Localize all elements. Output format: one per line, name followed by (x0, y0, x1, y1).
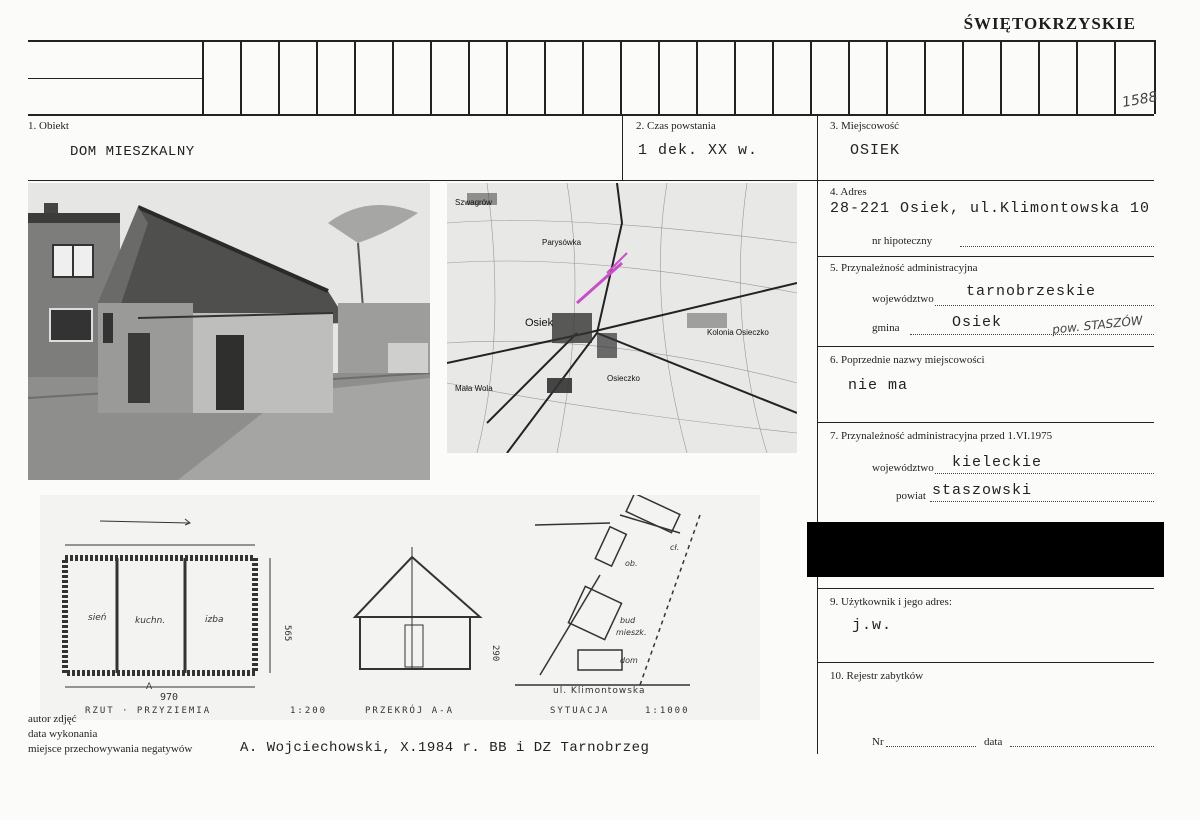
field-4-label: 4. Adres (830, 186, 867, 198)
footer-autor-label: autor zdjęć (28, 713, 77, 725)
map-label-szwagrow: Szwagrów (455, 198, 492, 207)
grid-cell-divider (772, 40, 774, 114)
grid-cell-divider (506, 40, 508, 114)
field-3-label: 3. Miejscowość (830, 120, 900, 132)
field-7-wojewodztwo-line (935, 473, 1154, 474)
grid-cell-divider (468, 40, 470, 114)
grid-cell-divider (620, 40, 622, 114)
field8-bottom (817, 588, 1154, 589)
site-scale: 1:1000 (645, 706, 690, 716)
plan-room-kuchnia: kuchn. (135, 616, 166, 626)
footer-data-label: data wykonania (28, 728, 98, 740)
field-5-wojewodztwo-label: województwo (872, 293, 934, 305)
field-7-powiat-value: staszowski (932, 482, 1033, 499)
grid-cell-divider (924, 40, 926, 114)
field4-bottom (817, 256, 1154, 257)
drawings-svg (40, 495, 760, 720)
field-10-data-label: data (984, 736, 1003, 748)
redaction-bar (807, 522, 1164, 577)
map-label-osieczko: Osieczko (607, 374, 640, 383)
field-7-wojewodztwo-label: województwo (872, 462, 934, 474)
grid-cell-divider (734, 40, 736, 114)
grid-cell-divider (240, 40, 242, 114)
hipoteczny-line (960, 246, 1154, 247)
map-label-parysowka: Parysówka (542, 238, 582, 247)
field-4-value: 28-221 Osiek, ul.Klimontowska 10 (830, 200, 1151, 217)
region-title: ŚWIĘTOKRZYSKIE (963, 14, 1136, 33)
grid-cell-divider (658, 40, 660, 114)
plan-room-izba: izba (205, 615, 224, 625)
site-label-bud: bud (620, 616, 636, 625)
plan-caption: RZUT · PRZYZIEMIA (85, 706, 212, 716)
row1-bottom-line (28, 180, 1154, 181)
map-label-mala-wola: Mała Wola (455, 384, 493, 393)
grid-cell-divider (202, 40, 204, 114)
grid-cell-divider (848, 40, 850, 114)
plan-dim-height: 565 (282, 625, 292, 642)
grid-cell-divider (544, 40, 546, 114)
grid-bottom-line (28, 114, 1154, 116)
grid-cell-divider (582, 40, 584, 114)
divider-1-2 (622, 114, 623, 181)
field-9-label: 9. Użytkownik i jego adres: (830, 596, 952, 608)
field-3-value: OSIEK (850, 142, 901, 159)
field-6-label: 6. Poprzednie nazwy miejscowości (830, 354, 985, 366)
grid-cell-divider (696, 40, 698, 114)
grid-cell-divider (886, 40, 888, 114)
field-10-nr-line (886, 746, 976, 747)
house-photo (28, 183, 430, 480)
map-label-kolonia: Kolonia Osieczko (707, 328, 769, 337)
grid-cell-divider (316, 40, 318, 114)
architectural-drawings (40, 495, 760, 720)
field-5-gmina-label: gmina (872, 322, 900, 334)
plan-scale: 1:200 (290, 706, 328, 716)
divider-2-3 (817, 114, 818, 754)
field-10-label: 10. Rejestr zabytków (830, 670, 924, 682)
grid-cell-divider (392, 40, 394, 114)
field-6-value: nie ma (848, 377, 909, 394)
field-2-label: 2. Czas powstania (636, 120, 716, 132)
field-5-label: 5. Przynależność administracyjna (830, 262, 978, 274)
field-5-wojewodztwo-line (935, 305, 1154, 306)
grid-cell-divider (1000, 40, 1002, 114)
grid-left-midline (28, 78, 202, 79)
section-dim: 290 (490, 645, 500, 662)
field-1-label: 1. Obiekt (28, 120, 69, 132)
field-7-powiat-label: powiat (896, 490, 926, 502)
footer-value: A. Wojciechowski, X.1984 r. BB i DZ Tarnobrzeg (240, 740, 650, 756)
grid-cell-divider (354, 40, 356, 114)
footer-miejsce-label: miejsce przechowywania negatywów (28, 743, 193, 755)
field-7-powiat-line (930, 501, 1154, 502)
plan-dim-width: 970 (160, 692, 179, 703)
field-5-gmina-line (910, 334, 1154, 335)
site-label-dom: dom (620, 656, 638, 665)
field-5-gmina-note: pow. STASZÓW (1051, 313, 1144, 337)
section-caption: PRZEKRÓJ A-A (365, 706, 455, 716)
field-7-label: 7. Przynależność administracyjna przed 1.VI.1975 (830, 430, 1053, 442)
grid-cell-divider (810, 40, 812, 114)
site-caption: SYTUACJA (550, 706, 610, 716)
plan-marker: A (146, 682, 153, 692)
field-1-value: DOM MIESZKALNY (70, 144, 195, 160)
map-label-osiek: Osiek (525, 317, 554, 329)
field9-bottom (817, 662, 1154, 663)
site-label-ob: ob. (625, 559, 638, 568)
field6-bottom (817, 422, 1154, 423)
field-10-nr-label: Nr (872, 736, 884, 748)
field-10-data-line (1010, 746, 1154, 747)
field5-bottom (817, 346, 1154, 347)
field-5-gmina-value: Osiek (952, 314, 1003, 331)
map-image (447, 183, 797, 453)
field-9-value: j.w. (852, 617, 893, 634)
site-label-mieszk: mieszk. (616, 628, 647, 637)
grid-cell-divider (430, 40, 432, 114)
grid-cell-divider (278, 40, 280, 114)
location-map (447, 183, 797, 453)
plan-room-sien: sień (88, 613, 107, 623)
field-5-wojewodztwo-value: tarnobrzeskie (966, 283, 1097, 300)
site-street: ul. Klimontowska (553, 686, 646, 696)
grid-cell-divider (962, 40, 964, 114)
site-label-cl: cł. (670, 543, 680, 552)
hipoteczny-label: nr hipoteczny (872, 235, 933, 247)
field-2-value: 1 dek. XX w. (638, 142, 759, 159)
grid-cell-divider (1038, 40, 1040, 114)
grid-cell-divider (1076, 40, 1078, 114)
grid-cell-divider (1114, 40, 1116, 114)
house-photo-image (28, 183, 430, 480)
card-number: 1588 (1120, 89, 1159, 111)
grid-top-line (28, 40, 1154, 42)
field-7-wojewodztwo-value: kieleckie (952, 454, 1043, 471)
